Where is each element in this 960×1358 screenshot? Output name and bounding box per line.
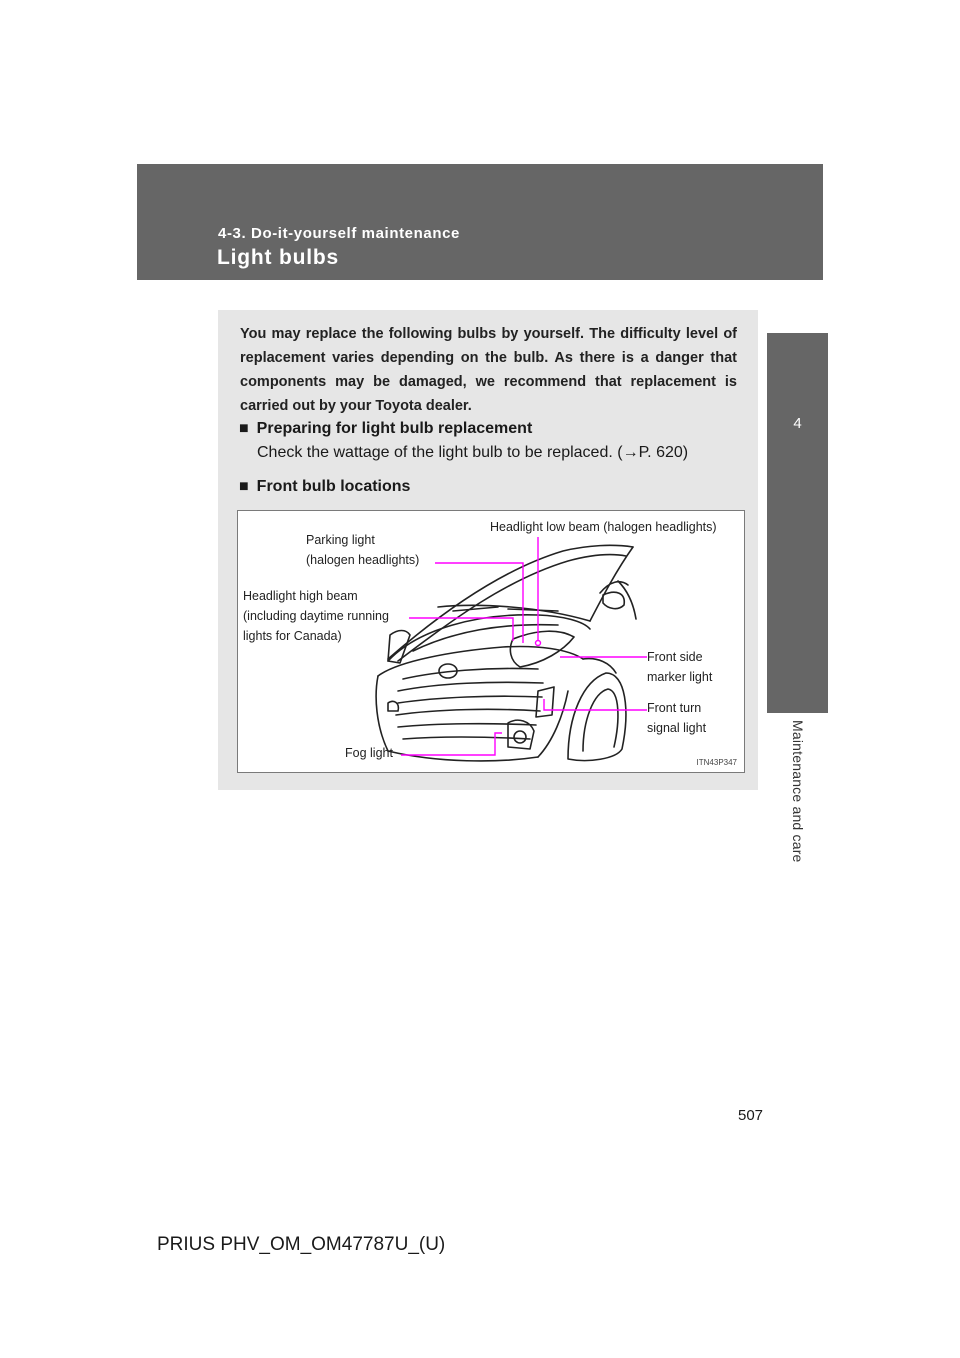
content-panel <box>218 310 758 790</box>
square-bullet-icon: ■ <box>239 420 249 437</box>
page-number: 507 <box>738 1107 764 1124</box>
callout-parking-light: Parking light (halogen headlights) <box>306 533 420 567</box>
section-header <box>137 164 823 280</box>
front-bulb-diagram <box>237 510 745 773</box>
callout-headlight-high-beam: Headlight high beam (including daytime running lights for Canada) <box>243 589 389 643</box>
chapter-tab[interactable] <box>767 333 828 713</box>
chapter-number: 4 <box>793 415 802 432</box>
heading-bulb-replacement <box>239 420 532 438</box>
heading-text: Front bulb locations <box>256 478 411 495</box>
square-bullet-icon: ■ <box>239 478 249 495</box>
footer-model-code: PRIUS PHV_OM_OM47787U_(U) <box>157 1234 446 1255</box>
callout-front-turn-signal: Front turn signal light <box>647 701 707 735</box>
section-label: 4-3. Do-it-yourself maintenance <box>218 225 460 242</box>
heading-front-bulb-locations <box>239 478 410 496</box>
heading-text: Preparing for light bulb replacement <box>256 420 533 437</box>
callout-fog-light: Fog light <box>345 746 393 760</box>
wattage-note: Check the wattage of the light bulb to be replaced. (→P. 620) <box>257 444 689 461</box>
callout-headlight-low-beam: Headlight low beam (halogen headlights) <box>490 520 717 534</box>
callout-front-side-marker: Front side marker light <box>647 650 713 684</box>
page-title: Light bulbs <box>217 246 339 269</box>
figure-code: ITN43P347 <box>696 758 737 767</box>
chapter-label: Maintenance and care <box>790 720 806 863</box>
intro-paragraph: You may replace the following bulbs by yourself. The difficulty level of replacement varies depending on the bulb. As there is a danger that components may be damaged, we recommend that replacement is carried out by your Toyota dealer. <box>240 326 737 414</box>
